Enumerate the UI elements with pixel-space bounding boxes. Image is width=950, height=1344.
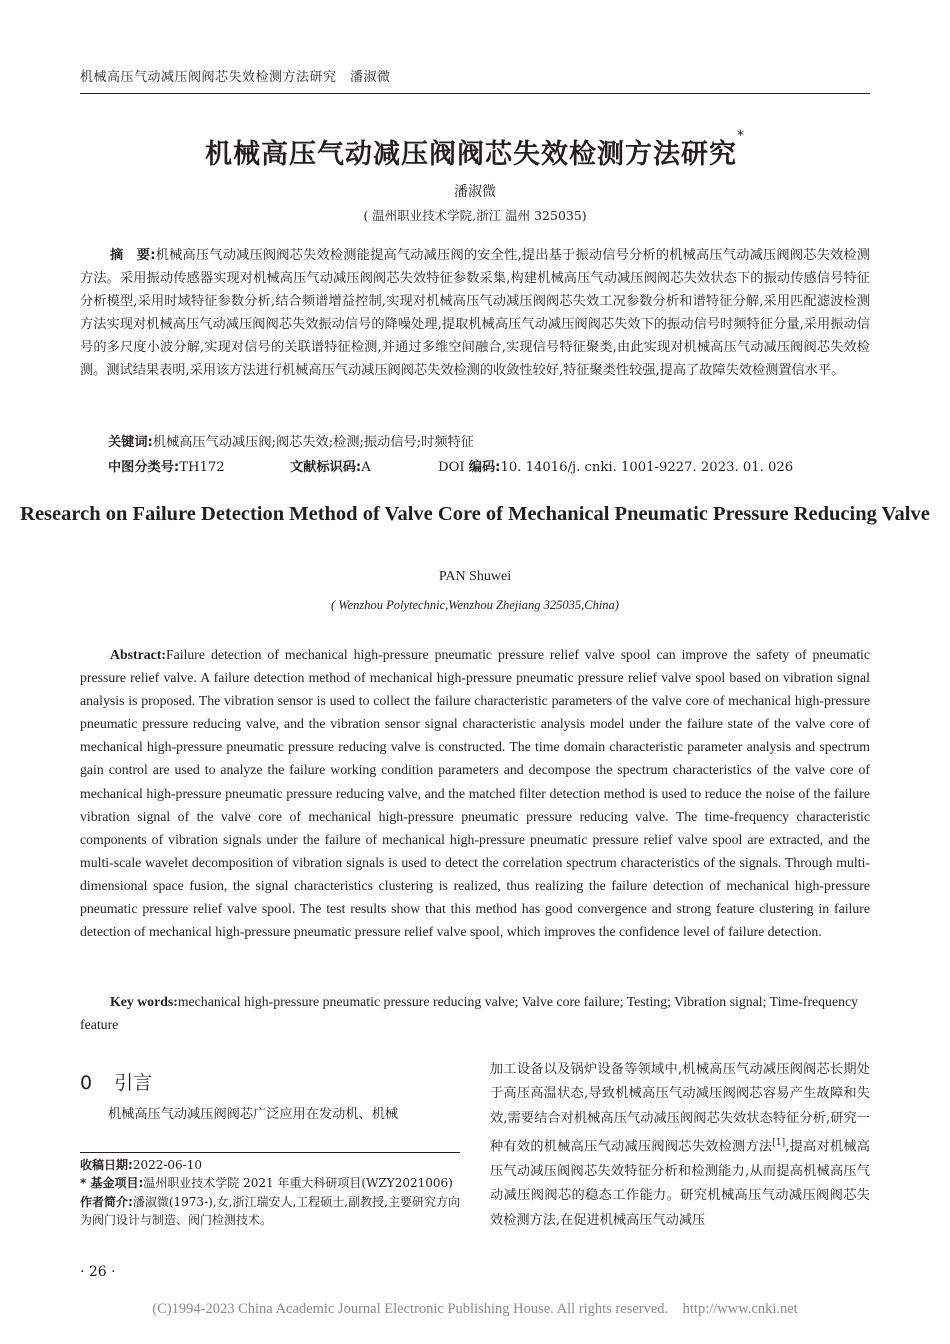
footnote-author bbox=[80, 1193, 460, 1230]
title-english: Research on Failure Detection Method of Valve Core of Mechanical Pneumatic Pressure Reducing Valve bbox=[20, 503, 930, 525]
section-title: 引言 bbox=[114, 1072, 153, 1094]
abstract-english-text: Failure detection of mechanical high-pressure pneumatic pressure relief valve spool can improve the safety of pneumatic pressure relief valve. A failure detection method of mechanical high-pressure pneumatic pressure relief valve spool based on vibration signal analysis is proposed. The vibration sensor is used to collect the failure characteristic parameters of the valve core of mechanical high-pressure pneumatic pressure reducing valve, and the vibration sensor signal characteristic analysis model under the failure state of the valve core of mechanical high-pressure pneumatic pressure reducing valve is constructed. The time domain characteristic parameter analysis and spectrum gain control are used to analyze the failure working condition parameters and decompose the spectrum characteristics of the valve core of mechanical high-pressure pneumatic pressure reducing valve, and the matched filter detection method is used to reduce the noise of the failure vibration signal of the valve core of mechanical high-pressure pneumatic pressure reducing valve. The time-frequency characteristic components of vibration signals under the failure of mechanical high-pressure pneumatic pressure relief valve spool are extracted, and the multi-scale wavelet decomposition of vibration signals is used to detect the correlation spectrum characteristics of the signals. Through multi-dimensional space fusion, the signal characteristics clustering is realized, thus realizing the failure detection of mechanical high-pressure pneumatic pressure relief valve spool. The test results show that this method has good convergence and strong feature clustering in failure detection of mechanical high-pressure pneumatic pressure relief valve spool, which improves the confidence level of failure detection. bbox=[80, 647, 870, 940]
intro-left-column: 机械高压气动减压阀阀芯广泛应用在发动机、机械 bbox=[108, 1107, 399, 1122]
keywords-english bbox=[80, 990, 870, 1036]
footnote-rule bbox=[80, 1152, 460, 1153]
received-label: 收稿日期: bbox=[80, 1158, 133, 1172]
page-number: · 26 · bbox=[80, 1264, 116, 1280]
abstract-english-label: Abstract: bbox=[110, 647, 166, 662]
author-english: PAN Shuwei bbox=[438, 569, 512, 584]
title-footnote-mark: * bbox=[737, 128, 745, 144]
fund-label: * 基金项目: bbox=[80, 1176, 144, 1191]
footnotes bbox=[80, 1156, 460, 1229]
keywords-chinese bbox=[108, 431, 474, 450]
intro-right-text-1: 加工设备以及锅炉设备等领域中,机械高压气动减压阀阀芯长期处于高压高温状态,导致机械高压气动减压阀阀芯容易产生故障和失效,需要结合对机械高压气动减压阀阀芯失效状态特征分析,研究一种有效的机械高压气动减压阀阀芯失效检测方法 bbox=[490, 1062, 870, 1155]
title-chinese-text: 机械高压气动减压阀阀芯失效检测方法研究 bbox=[205, 139, 737, 170]
section-heading-introduction bbox=[80, 1068, 152, 1095]
author-bio-label: 作者简介: bbox=[80, 1194, 133, 1209]
footnote-received bbox=[80, 1156, 460, 1174]
clc-label: 中图分类号: bbox=[108, 460, 180, 475]
keywords-english-label: Key words: bbox=[110, 994, 178, 1009]
title-chinese bbox=[0, 128, 950, 171]
received-value: 2022-06-10 bbox=[132, 1158, 202, 1172]
doi-value: 10. 14016/j. cnki. 1001-9227. 2023. 01. 026 bbox=[500, 460, 794, 475]
document-code bbox=[290, 456, 371, 475]
copyright-line: (C)1994-2023 China Academic Journal Electronic Publishing House. All rights reserved. http://www.cnki.net bbox=[152, 1301, 798, 1317]
author-bio-value: 潘淑微(1973-),女,浙江瑞安人,工程硕士,副教授,主要研究方向为阀门设计与制造、阀门检测技术。 bbox=[80, 1194, 460, 1227]
document-code-label: 文献标识码: bbox=[290, 460, 362, 475]
section-number: 0 bbox=[80, 1072, 93, 1094]
author-chinese: 潘淑微 bbox=[454, 184, 496, 200]
keywords-chinese-text: 机械高压气动减压阀;阀芯失效;检测;振动信号;时频特征 bbox=[152, 435, 474, 450]
running-head: 机械高压气动减压阀阀芯失效检测方法研究 潘淑微 bbox=[80, 70, 391, 85]
keywords-chinese-label: 关键词: bbox=[108, 435, 153, 450]
header-rule bbox=[80, 93, 870, 94]
citation-ref: [1] bbox=[772, 1138, 786, 1149]
keywords-english-text: mechanical high-pressure pneumatic pressure reducing valve; Valve core failure; Testing; Vibration signal; Time-frequency feature bbox=[80, 994, 859, 1033]
footnote-fund bbox=[80, 1174, 460, 1192]
doi bbox=[438, 456, 793, 475]
affiliation-english: ( Wenzhou Polytechnic,Wenzhou Zhejiang 325035,China) bbox=[331, 598, 619, 612]
affiliation-chinese: ( 温州职业技术学院,浙江 温州 325035) bbox=[363, 208, 587, 223]
intro-right-text-2: ,提高对机械高压气动减压阀阀芯失效特征分析和检测能力,从而提高机械高压气动减压阀阀芯的稳态工作能力。研究机械高压气动减压阀阀芯失效检测方法,在促进机械高压气动减压 bbox=[490, 1139, 870, 1228]
clc-code bbox=[108, 456, 225, 475]
doi-label-prefix: DOI bbox=[438, 460, 469, 475]
clc-value: TH172 bbox=[179, 460, 225, 475]
doi-label: 编码: bbox=[468, 460, 501, 475]
fund-value: 温州职业技术学院 2021 年重大科研项目(WZY2021006) bbox=[143, 1176, 453, 1191]
abstract-english bbox=[80, 643, 870, 943]
abstract-chinese bbox=[80, 244, 870, 383]
intro-right-column bbox=[490, 1058, 870, 1233]
abstract-chinese-text: 机械高压气动减压阀阀芯失效检测能提高气动减压阀的安全性,提出基于振动信号分析的机械高压气动减压阀阀芯失效检测方法。采用振动传感器实现对机械高压气动减压阀阀芯失效特征参数采集,构建机械高压气动减压阀阀芯失效状态下的振动传感信号特征分析模型,采用时域特征参数分析,结合频谱增益控制,实现对机械高压气动减压阀阀芯失效工况参数分析和谱特征分解,采用匹配滤波检测方法实现对机械高压气动减压阀阀芯失效振动信号的降噪处理,提取机械高压气动减压阀阀芯失效下的振动信号时频特征分量,采用振动信号的多尺度小波分解,实现对信号的关联谱特征检测,并通过多维空间融合,实现信号特征聚类,由此实现对机械高压气动减压阀阀芯失效检测。测试结果表明,采用该方法进行机械高压气动减压阀阀芯失效检测的收敛性较好,特征聚类性较强,提高了故障失效检测置信水平。 bbox=[80, 248, 871, 379]
document-code-value: A bbox=[361, 460, 371, 475]
abstract-chinese-label: 摘 要: bbox=[110, 248, 156, 263]
